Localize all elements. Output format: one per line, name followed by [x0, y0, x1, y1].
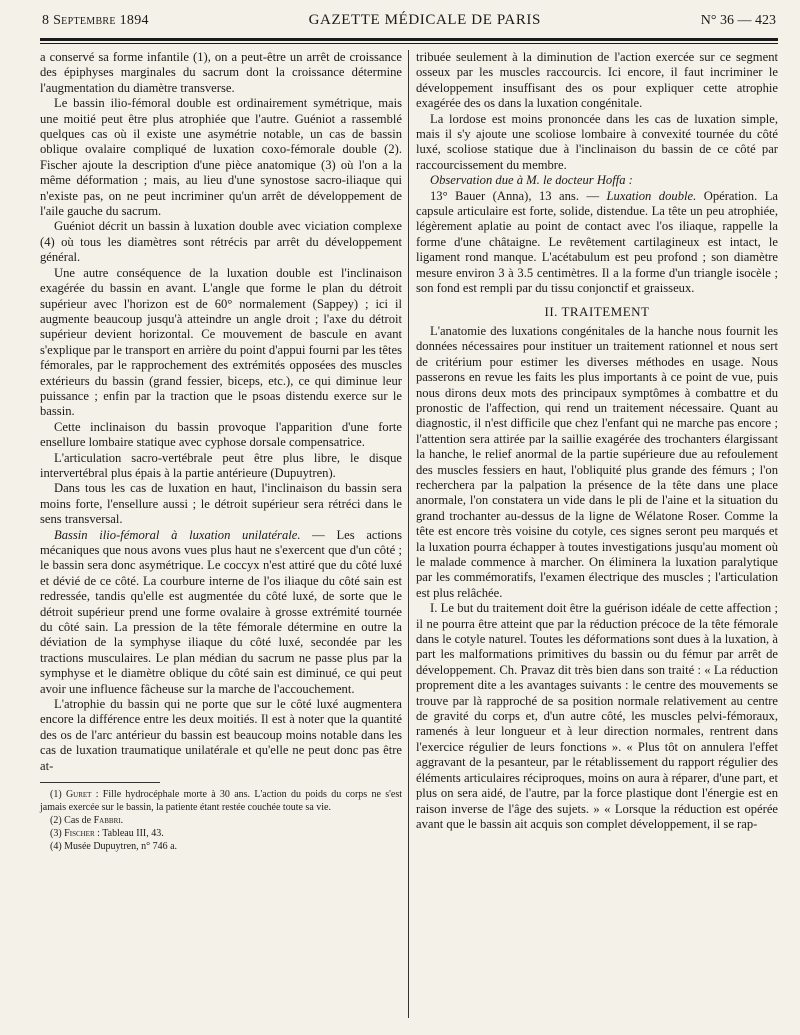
- paragraph: La lordose est moins prononcée dans les cas de luxation simple, mais il s'y ajoute une scoliose lombaire à convexité tournée du côté luxé, scoliose statique due à l'inclinaison du bassin de ce côté par raccourcissement du membre.: [416, 111, 778, 172]
- footnote-label: (1): [50, 789, 66, 801]
- running-head: [40, 12, 778, 36]
- paragraph: tribuée seulement à la diminution de l'action exercée sur ce segment osseux par les muscles raccourcis. Ici encore, il faut incriminer le développement insuffisant des os pour expliquer cette atrophie exagérée des os dans la luxation congénitale.: [416, 50, 778, 111]
- header-date: 8 Septembre 1894: [42, 13, 149, 28]
- subsection-title: Bassin ilio-fémoral à luxation unilatérale.: [54, 527, 301, 542]
- paragraph: [40, 528, 402, 697]
- footnote-1: [40, 788, 402, 814]
- footnote-text: : Fille hydrocéphale morte à 30 ans. L'action du poids du corps ne s'est jamais exercée sur le bassin, la patiente étant restée couchée toute sa vie.: [40, 789, 402, 814]
- footnote-author: Fischer: [64, 828, 95, 840]
- paragraph: Cette inclinaison du bassin provoque l'apparition d'une forte ensellure lombaire statique avec cyphose dorsale compensatrice.: [40, 419, 402, 450]
- case-diagnosis: Luxation double.: [606, 188, 697, 203]
- observation-title: Observation due à M. le docteur Hoffa :: [430, 173, 633, 188]
- footnote-text: : Tableau III, 43.: [94, 828, 164, 840]
- case-body: Opération. La capsule articulaire est forte, solide, distendue. La tête un peu atrophiée, légèrement aplatie au point de contact avec l'os iliaque, rappelle la forme d'une châtaigne. Le revêtement cartilagineux est intact, le ligament rond manque. L'acétabulum est peu profond ; son diamètre mesure environ 3 à 3.5 centimètres. Il a la forme d'un triangle isocèle ; son fond est rempli par du tissu conjonctif et graisseux.: [416, 188, 778, 296]
- footnote-author: Fabbri: [93, 815, 121, 827]
- header-rule-thick: [40, 38, 778, 41]
- paragraph-body: — Les actions mécaniques que nous avons vues plus haut ne s'exercent que d'un côté ; le bassin sera donc asymétrique. Le coccyx n'est attiré que du côté luxé et dévié de ce côté. La courbure interne de l'os iliaque du côté sain est redressée, tandis qu'elle est augmentée du côté luxé, de sorte que le détroit supérieur prend une forme ovalaire à grosse extrémité tournée du côté sain. La pression de la tête fémorale détermine en outre la déviation de la symphyse iliaque du côté luxé, secondée par les tractions musculaires. Le plan médian du sacrum ne passe plus par la symphyse et le diamètre oblique du côté sain est diminué, ce qui peut avoir une influence fâcheuse sur la marche de l'accouchement.: [40, 527, 402, 696]
- footnotes: [40, 788, 402, 853]
- right-column: [416, 50, 778, 853]
- footnote-author: Guret: [65, 789, 92, 801]
- paragraph: I. Le but du traitement doit être la guérison idéale de cette affection ; il ne pourra être atteint que par la réduction précoce de la tête fémorale dans le cotyle naturel. Toutes les déformations sont dues à la luxation, à part les malformations primitives du bassin ou du fémur par arrêt de développement. Ch. Pravaz dit très bien dans son traité : « La réduction proprement dite a les avantages suivants : le centre des mouvements se trouve par là rapproché de sa position normale relativement au centre de gravité du corps et, d'un autre côté, les muscles pelvi-fémoraux, ramenés à leur longueur et à leur direction normales, rentrent dans l'exercice régulier de leurs fonctions ». « Plus tôt on annulera l'effet aggravant de la pesanteur, par le rétablissement du rapport régulier des éléments articulaires réciproques, moins on aura à réparer, d'une part, et plus on sera aidé, de l'autre, par la force plastique dont l'énergie est en raison inverse de l'âge des sujets. » « Lorsque la réduction est opérée avant que le bassin ait acquis son complet développement, il se rap-: [416, 601, 778, 831]
- paragraph: a conservé sa forme infantile (1), on a peut-être un arrêt de croissance des épiphyses marginales du sacrum dont la croissance détermine l'augmentation du diamètre transverse.: [40, 50, 402, 95]
- footnote-text: .: [120, 815, 124, 827]
- paragraph: Le bassin ilio-fémoral double est ordinairement symétrique, mais une moitié peut être plus atrophiée que l'autre. Guéniot a rassemblé quelques cas où il existe une asymétrie notable, un cas de bassin oblique ovalaire compliqué de luxation coxo-fémorale double (2). Fischer ajoute la description d'une pièce anatomique (3) où l'on a la même déformation ; mais, au lieu d'une synostose sacro-iliaque qui n'existe pas, on ne peut incriminer qu'un arrêt de développement de l'aile gauche du sacrum.: [40, 96, 402, 219]
- header-rule-thin: [40, 43, 778, 44]
- section-heading: II. TRAITEMENT: [544, 303, 650, 319]
- paragraph: L'atrophie du bassin qui ne porte que sur le côté luxé augmentera encore la différence entre les deux moitiés. Il est à noter que la quantité des os de l'arc antérieur du bassin est beaucoup moins notable dans les cas de luxation traumatique unilatérale et qu'elle ne peut donc pas être at-: [40, 697, 402, 773]
- paragraph: L'anatomie des luxations congénitales de la hanche nous fournit les données nécessaires pour instituer un traitement rationnel et nous sert de critérium pour estimer les diverses méthodes en usage. Nous passerons en revue les faits les plus importants à ce point de vue, puis nous dirons deux mots des principaux symptômes à combattre et du pronostic de l'affection, qui rend un traitement nécessaire. Quant au diagnostic, il n'est difficile que chez l'enfant qui ne marche pas encore ; l'attention sera attirée par la saillie exagérée des trochanters élargissant la hanche, le relief anormal de la partie supérieure due au refoulement des muscles fessiers en haut, l'obliquité plus grande des fémurs ; l'on recherchera par la palpation la présence de la tête dans une place anormale, l'on constatera un vide dans le pli de l'aine et la situation du grand trochanter au-dessus de la ligne de Wélatone Roser. Comme la tête est encore très voisine du cotyle, ces signes seront peu marqués et la luxation pourra échapper à toutes investigations jusqu'au moment où le malade commence à marcher. On éliminera la luxation paralytique par les commémoratifs, l'examen électrique des muscles ; l'articulation est plus relâchée.: [416, 323, 778, 600]
- issue-page-number: N° 36 — 423: [700, 13, 776, 28]
- footnote-2: [40, 814, 402, 827]
- paragraph: L'articulation sacro-vertébrale peut être plus libre, le disque intervertébral plus épais à la partie antérieure (Dupuytren).: [40, 450, 402, 480]
- footnote-3: [40, 827, 402, 840]
- text-columns: [40, 50, 778, 853]
- paragraph: Guéniot décrit un bassin à luxation double avec viciation complexe (4) où tous les diamètres sont rétrécis par arrêt du développement général.: [40, 219, 402, 265]
- column-divider: [408, 50, 409, 1018]
- paragraph: Dans tous les cas de luxation en haut, l'inclinaison du bassin sera moins forte, l'ensellure aussi ; le détroit supérieur sera rétréci dans le sens transversal.: [40, 481, 402, 527]
- footnote-label: (3): [50, 828, 65, 840]
- journal-title: GAZETTE MÉDICALE DE PARIS: [308, 12, 541, 28]
- paragraph: Une autre conséquence de la luxation double est l'inclinaison exagérée du bassin en avant. L'angle que forme le plan du détroit supérieur avec l'horizon est de 60° normalement (Sappey) ; ici il augmente beaucoup jusqu'à atteindre un angle droit ; l'axe du détroit supérieur devient horizontal. Ce mouvement de bascule en avant s'explique par le transport en arrière du point d'appui fourni par les têtes fémorales, par le rapprochement des extrémités opposées des muscles extérieurs du bassin (grand fessier, biceps, etc.), ce qui diminue leur puissance ; enfin par la traction que le psoas distendu exerce sur le bassin.: [40, 265, 402, 419]
- footnote-rule: [40, 782, 160, 783]
- case-lead: 13° Bauer (Anna), 13 ans. —: [430, 188, 607, 203]
- observation-case: [416, 189, 778, 297]
- left-column: [40, 50, 402, 853]
- footnote-label: (2) Cas de: [50, 815, 94, 827]
- footnote-4: (4) Musée Dupuytren, n° 746 a.: [50, 841, 178, 853]
